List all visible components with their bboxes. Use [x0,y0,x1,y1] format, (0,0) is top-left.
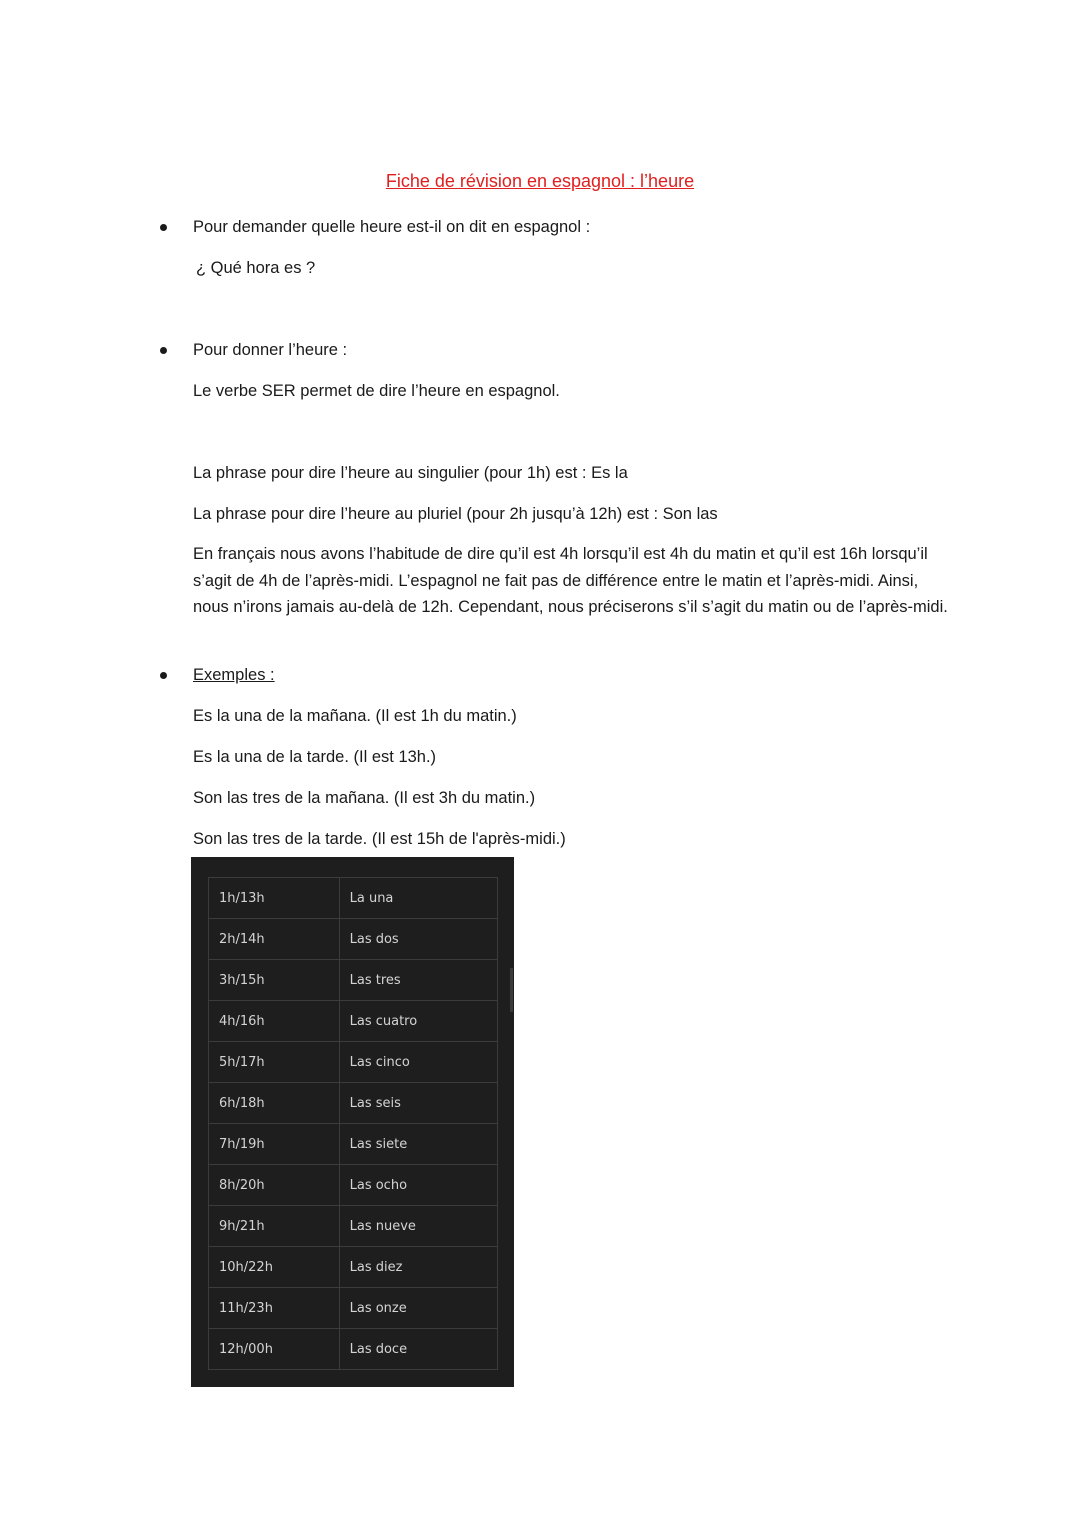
spanish-cell: Las seis [339,1083,497,1124]
spanish-cell: Las nueve [339,1206,497,1247]
table-row [209,1288,498,1329]
table-row [209,1083,498,1124]
example-item: Son las tres de la tarde. (Il est 15h de l'après-midi.) [193,830,566,848]
page-title: Fiche de révision en espagnol : l’heure [385,171,695,191]
time-cell: 5h/17h [209,1042,340,1083]
table-row [209,960,498,1001]
time-cell: 6h/18h [209,1083,340,1124]
examples-heading: Exemples : [193,666,275,684]
example-item: Es la una de la tarde. (Il est 13h.) [193,748,437,766]
example-item: Es la una de la mañana. (Il est 1h du matin.) [193,707,517,725]
bullet-icon [160,672,167,679]
table-row [209,1247,498,1288]
spanish-cell: Las doce [339,1329,497,1370]
example-item: Son las tres de la mañana. (Il est 3h du matin.) [193,789,536,807]
table-row [209,1124,498,1165]
table-scrollbar[interactable] [510,968,513,1012]
table-row [209,1042,498,1083]
give-time-heading: Pour donner l’heure : [193,341,348,359]
spanish-cell: Las onze [339,1288,497,1329]
table-row [209,1165,498,1206]
spanish-cell: Las tres [339,960,497,1001]
spanish-cell: Las cuatro [339,1001,497,1042]
bullet-icon [160,347,167,354]
spanish-cell: La una [339,878,497,919]
table-row [209,1206,498,1247]
table-row [209,878,498,919]
verb-ser-text: Le verbe SER permet de dire l’heure en espagnol. [193,382,560,400]
time-cell: 7h/19h [209,1124,340,1165]
time-cell: 8h/20h [209,1165,340,1206]
singular-phrase-text: La phrase pour dire l’heure au singulier (pour 1h) est : Es la [193,464,628,482]
spanish-cell: Las dos [339,919,497,960]
table-row [209,1001,498,1042]
hours-table [208,877,498,1370]
explanation-paragraph: En français nous avons l’habitude de dire qu’il est 4h lorsqu’il est 4h du matin et qu’il est 16h lorsqu’il s’agit de 4h de l’après-midi. L’espagnol ne fait pas de différence entre le matin et l’après-midi. Ainsi, nous n’irons jamais au-delà de 12h. Cependant, nous préciserons s’il s’agit du matin ou de l’après-midi. [193,545,948,616]
time-cell: 10h/22h [209,1247,340,1288]
time-cell: 1h/13h [209,878,340,919]
time-cell: 9h/21h [209,1206,340,1247]
time-cell: 2h/14h [209,919,340,960]
spanish-cell: Las ocho [339,1165,497,1206]
spanish-cell: Las siete [339,1124,497,1165]
table-row [209,919,498,960]
time-cell: 12h/00h [209,1329,340,1370]
time-cell: 4h/16h [209,1001,340,1042]
table-row [209,1329,498,1370]
question-intro: Pour demander quelle heure est-il on dit en espagnol : [193,218,591,236]
question-phrase: ¿ Qué hora es ? [196,259,316,277]
plural-phrase-text: La phrase pour dire l’heure au pluriel (pour 2h jusqu’à 12h) est : Son las [193,505,718,523]
time-cell: 11h/23h [209,1288,340,1329]
spanish-cell: Las diez [339,1247,497,1288]
bullet-icon [160,224,167,231]
time-cell: 3h/15h [209,960,340,1001]
spanish-cell: Las cinco [339,1042,497,1083]
